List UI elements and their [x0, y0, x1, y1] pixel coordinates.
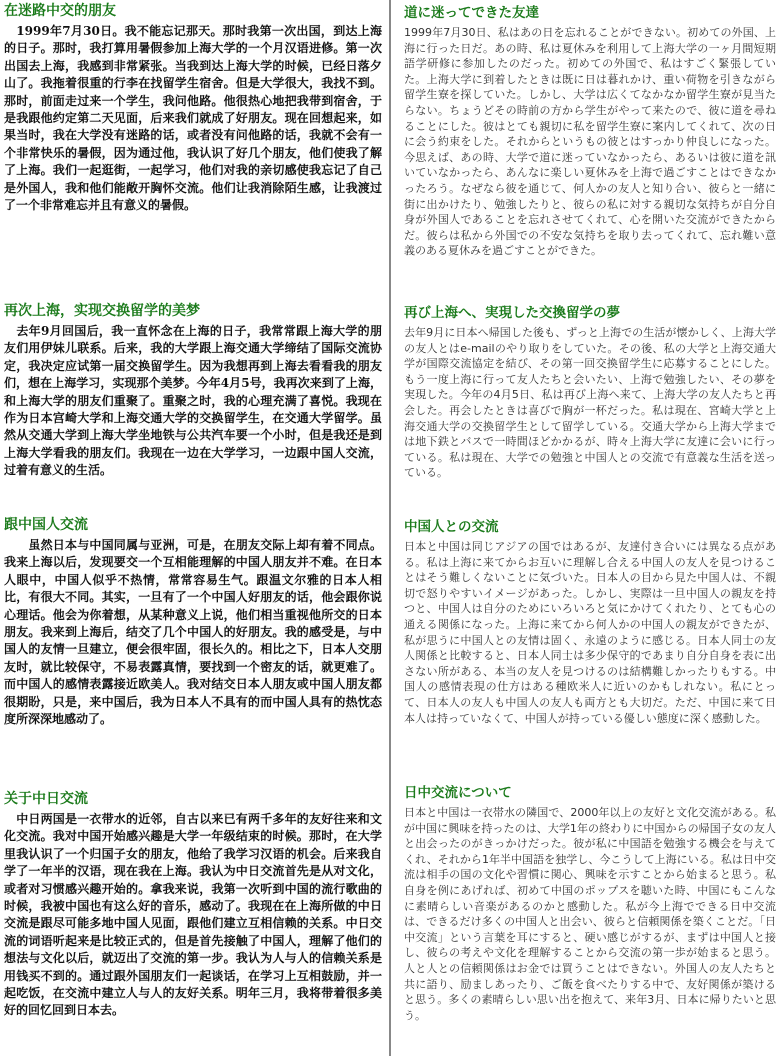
zh-section-4: [4, 790, 382, 1052]
zh-heading-3: 跟中国人交流: [4, 517, 88, 533]
zh-body-3: 虽然日本与中国同属与亚洲，可是，在朋友交际上却有着不同点。我来上海以后，发现要交一个互相能理解的中国人朋友并不难。在日本人眼中，中国人似乎不热情，常常容易生气。跟温文尔雅的日本人相比，有很大不同。其实，一旦有了一个中国人好朋友的话，他会跟你说心理话。他会为你着想，从某种意义上说，他们相当重视他所交的日本朋友。我来到上海后，结交了几个中国人的好朋友。我的感受是，与中国人的友情一旦建立，便会很牢固，很长久的。相比之下，日本人交朋友时，就比较保守，不易表露真情，要找到一个密友的话，就更难了。而中国人的感情表露接近欧美人。我对结交日本人朋友或中国人朋友都很期盼，只是，来中国后，我为日本人不具有的而中国人具有的热忱态度所深深地感动了。: [4, 538, 382, 727]
zh-heading-4: 关于中日交流: [4, 791, 88, 807]
column-divider: [389, 0, 391, 1056]
ja-body-1: 1999年7月30日、私はあの日を忘れることができない。初めての外国、上海に行った日だ。あの時、私は夏休みを利用して上海大学の一ヶ月間短期語学研修に参加したのだった。初めての外国で、私はすごく緊張していた。上海大学に到着したときは既に日は暮れかけ、重い荷物を引きながら留学生寮を探していた。しかし、大学は広くてなかなか留学生寮が見当たらない。ちょうどその時前の方から学生がやって来たので、彼に道を尋ねることにした。彼はとても親切に私を留学生寮に案内してくれて、次の日に会う約束をした。それからというもの彼とはすっかり仲良しになった。今思えば、あの時、大学で道に迷っていなかったら、あるいは彼に道を訊いていなかったら、あんなに楽しい夏休みを上海で過ごすことはできなかったろう。なぜなら彼を通じて、何人かの友人と知り合い、彼らと一緒に街に出かけたり、勉強したりと、彼らの私に対する親切な気持ちが自分自身が外国人であることを忘れさせてくれて、心を開いた交流ができたからだ。彼らは私から外国での不安な気持ちを取り去ってくれて、忘れ難い意義のある夏休みを過ごすことができた。: [404, 26, 776, 258]
ja-heading-1: 道に迷ってできた友達: [404, 5, 539, 21]
ja-heading-2: 再び上海へ、実現した交換留学の夢: [404, 305, 620, 321]
ja-section-4: [404, 784, 776, 1054]
zh-section-1: [4, 2, 382, 252]
ja-body-3: 日本と中国は同じアジアの国ではあるが、友達付き合いには異なる点がある。私は上海に来てからお互いに理解し合える中国人の友人を見つけることはそう難しくないことに気づいた。日本人の目から見た中国人は、不親切で怒りやすいイメージがあった。しかし、実際は一旦中国人の親友を持つと、中国人は自分のためにいろいろと気にかけてくれたり、とても心の通える関係になった。上海に来てから何人かの中国人の親友ができたが、私が思うに中国人との友情は固く、永遠のように感じる。日本人同士の友人関係と比較すると、日本人同士は多少保守的であまり自分自身を表に出さない所がある、本当の友人を見つけるのは結構難しかったりもする。中国人の感情表現の仕方はある種欧米人に近いのかもしれない。私にとって、日本人の友人も中国人の友人も両方とも大切だ。ただ、中国に来て日本人は持っていなくて、中国人が持っている優しい態度に深く感動した。: [404, 540, 776, 725]
zh-body-2: 去年9月回国后，我一直怀念在上海的日子，我常常跟上海大学的朋友们用伊妹儿联系。后来，我的大学跟上海交通大学缔结了国际交流协定，我决定应试第一届交换留学生。因为我想再到上海去看看我的朋友们，想在上海学习，实现那个美梦。今年4月5号，我再次来到了上海，和上海大学的朋友们重聚了。重聚之时，我的心理充满了喜悦。我现在作为日本宫崎大学和上海交通大学的交换留学生，在交通大学留学。虽然从交通大学到上海大学坐地铁与公共汽车要一个小时，但是我还是到上海大学看我的朋友们。我现在一边在大学学习，一边跟中国人交流，过着有意义的生活。: [4, 324, 382, 478]
ja-section-3: [404, 518, 776, 764]
ja-section-2: [404, 304, 776, 510]
ja-section-1: [404, 4, 776, 294]
zh-section-3: [4, 516, 382, 746]
zh-heading-1: 在迷路中交的朋友: [4, 3, 116, 19]
ja-body-4: 日本と中国は一衣帯水の隣国で、2000年以上の友好と文化交流がある。私が中国に興味を持ったのは、大学1年の終わりに中国からの帰国子女の友人と出会ったのがきっかけだった。彼が私に中国語を勉強する機会を与えてくれ、それから1年半中国語を独学し、今こうして上海にいる。私は日中交流は相手の国の文化や習慣に関心、興味を示すことから始まると思う。私自身を例にあげれば、初めて中国のポップスを聴いた時、中国にもこんなに素晴らしい音楽があるのかと感動した。私が今上海でできる日中交流は、できるだけ多くの中国人と出会い、彼らと信頼関係を築くことだ。「日中交流」という言葉を耳にすると、硬い感じがするが、まずは中国人と接し、彼らの考えや文化を理解することから交流の第一歩が始まると思う。人と人との信頼関係はお金では買うことはできない。外国人の友人たちと共に語り、励ましあったり、ご飯を食べたりする中で、友好関係が築けると思う。多くの素晴らしい思い出を抱えて、来年3月、日本に帰りたいと思う。: [404, 806, 776, 1022]
ja-body-2: 去年9月に日本へ帰国した後も、ずっと上海での生活が懐かしく、上海大学の友人とはe-mailのやり取りをしていた。その後、私の大学と上海交通大学が国際交流協定を結び、その第一回交換留学生に応募することにした。もう一度上海に行って友人たちと会いたい、上海で勉強したい、その夢を実現した。今年の4月5日、私は再び上海へ来て、上海大学の友人たちと再会した。再会したときは喜びで胸が一杯だった。私は現在、宮崎大学と上海交通大学の交換留学生として留学している。交通大学から上海大学までは地下鉄とバスで一時間ほどかかるが、時々上海大学に友達に会いに行っている。私は現在、大学での勉強と中国人との交流で有意義な生活を送っている。: [404, 326, 776, 480]
zh-heading-2: 再次上海，实现交换留学的美梦: [4, 303, 200, 319]
ja-heading-3: 中国人との交流: [404, 519, 499, 535]
ja-heading-4: 日中交流について: [404, 785, 512, 801]
zh-body-4: 中日两国是一衣带水的近邻，自古以来已有两千多年的友好往来和文化交流。我对中国开始感兴趣是大学一年级结束的时候。那时，在大学里我认识了一个归国子女的朋友，他给了我学习汉语的机会。后来我自学了一年半的汉语，现在我在上海。我认为中日交流首先是从对文化，或者对习惯感兴趣开始的。拿我来说，我第一次听到中国的流行歌曲的时候，我被中国也有这么好的音乐，感动了。我现在在上海所做的中日交流是跟尽可能多地中国人见面，跟他们建立互相信赖的关系。中日交流的词语听起来是比较正式的，但是首先接触了中国人，理解了他们的想法与文化以后，就迈出了交流的第一步。我认为人与人的信赖关系是用钱买不到的。通过跟外国朋友们一起谈话，在学习上互相鼓励，并一起吃饭，在交流中建立人与人的友好关系。明年三月，我将带着很多美好的回忆回到日本去。: [4, 812, 382, 1018]
zh-section-2: [4, 302, 382, 512]
zh-body-1: 1999年7月30日。我不能忘记那天。那时我第一次出国，到达上海的日子。那时，我打算用暑假参加上海大学的一个月汉语进修。第一次出国去上海，我感到非常紧张。当我到达上海大学的时候，已经日落夕山了。我拖着很重的行李在找留学生宿舍。但是大学很大，我找不到。那时，前面走过来一个学生，我问他路。他很热心地把我带到宿舍，于是我跟他约定第二天见面，后来我们就成了好朋友。现在回想起来，如果当时，我在大学没有迷路的话，或者没有问他路的话，我就不会有一个非常快乐的暑假，因为通过他，我认识了好几个朋友，他们使我了解了上海。我们一起逛街，一起学习，他们对我的亲切感使我忘记了自己是外国人，我和他们能敞开胸怀交流。他们让我消除陌生感，让我渡过了一个非常难忘并且有意义的暑假。: [4, 24, 382, 213]
